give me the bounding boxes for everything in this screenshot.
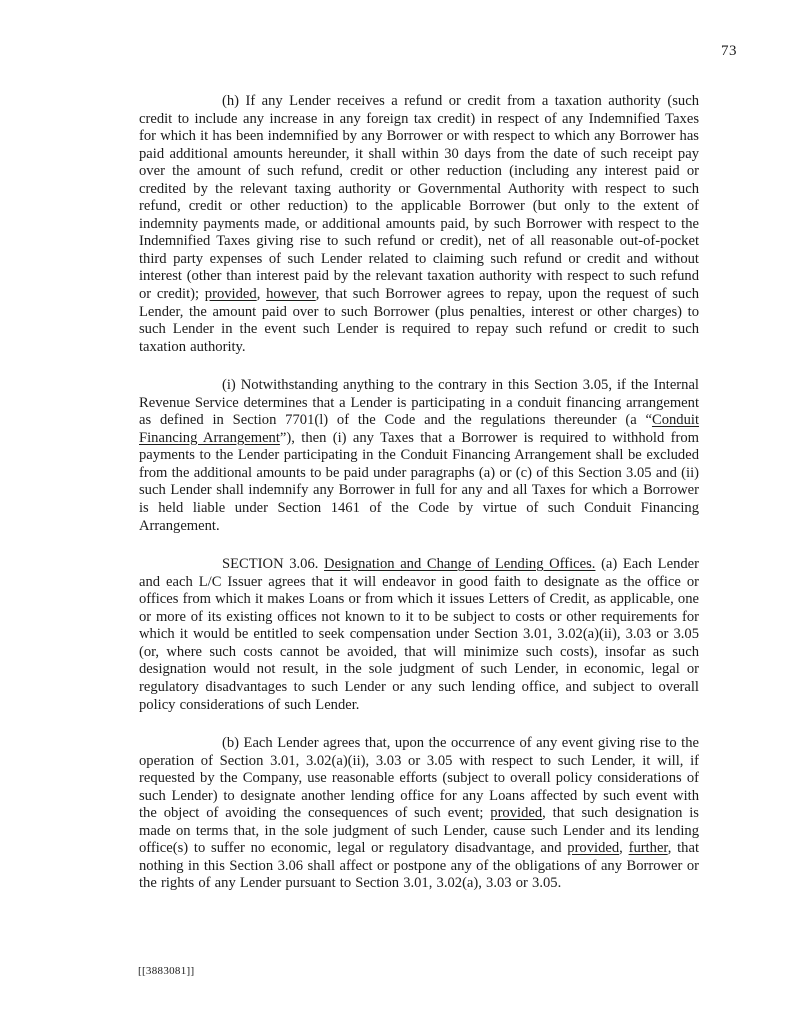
document-id-footer: [[3883081]] bbox=[138, 965, 195, 977]
text-run: , bbox=[619, 840, 629, 857]
text-run: (i) Notwithstanding anything to the contrary in this Section 3.05, if the Internal Revenue Service determines that a Lender is participating in a conduit financing arrangement as defined in Section 7701(l) of the Code and the regulations thereunder (a “ bbox=[139, 377, 699, 429]
text-run: (b) Each Lender agrees that, upon the occurrence of any event giving rise to the operation of Section 3.01, 3.02(a)(ii), 3.03 or 3.05 with respect to such Lender, it will, if requested by the Company, use reasonable efforts (subject to overall policy considerations of such Lender) to designate another lending office for any Loans affected by such event with the object of avoiding the consequences of such event; bbox=[139, 735, 699, 822]
text-run: , that such Borrower agrees to repay, upon the request of such Lender, the amount paid over to such Borrower (plus penalties, interest or other charges) to such Lender in the event such Lender is required to repay such refund or credit to such taxation authority. bbox=[139, 286, 700, 355]
paragraph-h bbox=[139, 93, 699, 356]
underlined-term: Conduit Financing Arrangement bbox=[139, 412, 699, 446]
page-number: 73 bbox=[721, 43, 737, 59]
paragraph-i bbox=[139, 377, 699, 535]
text-run: , that nothing in this Section 3.06 shall affect or postpone any of the obligations of any Borrower or the rights of any Lender pursuant to Section 3.01, 3.02(a), 3.03 or 3.05. bbox=[139, 840, 699, 892]
text-run: (a) Each Lender and each L/C Issuer agrees that it will endeavor in good faith to designate as the office or offices from which it makes Loans or from which it issues Letters of Credit, as applicable, one or more of its existing offices not known to it to be subject to costs or other requirements for which it would be entitled to seek compensation under Section 3.01, 3.02(a)(ii), 3.03 or 3.05 (or, where such costs cannot be avoided, that will minimize such costs), insofar as such designation would not result, in the sole judgment of such Lender, in economic, legal or regulatory disadvantages to such Lender or any such lending office, and subject to overall policy considerations of such Lender. bbox=[139, 556, 699, 713]
paragraph-b bbox=[139, 735, 699, 893]
text-run: (h) If any Lender receives a refund or credit from a taxation authority (such credit to include any increase in any foreign tax credit) in respect of any Indemnified Taxes for which it has been indemnified by any Borrower or with respect to which any Borrower has paid additional amounts hereunder, it shall within 30 days from the date of such receipt pay over the amount of such refund, credit or other reduction (including any interest paid or credited by the relevant taxing authority or Governmental Authority with respect to such refund, credit or other reduction) to the applicable Borrower (but only to the extent of indemnity payments made, or additional amounts paid, by such Borrower with respect to the Indemnified Taxes giving rise to such refund or credit), net of all reasonable out-of-pocket third party expenses of such Lender related to claiming such refund or credit and without interest (other than interest paid by the relevant taxation authority with respect to such refund or credit); bbox=[139, 93, 699, 303]
text-run: , bbox=[256, 286, 267, 303]
underlined-term: further bbox=[628, 840, 668, 857]
document-body bbox=[139, 93, 699, 893]
text-run: ”), then (i) any Taxes that a Borrower is required to withhold from payments to the Lender participating in the Conduit Financing Arrangement shall be excluded from the additional amounts to be paid under paragraphs (a) or (c) of this Section 3.05 and (ii) such Lender shall indemnify any Borrower in full for any and all Taxes for which a Borrower is held liable under Section 1461 of the Code by virtue of such Conduit Financing Arrangement. bbox=[139, 429, 699, 534]
paragraph-section-3-06-a bbox=[139, 556, 699, 714]
underlined-term: however bbox=[266, 286, 316, 303]
text-run: , that such designation is made on terms that, in the sole judgment of such Lender, cause such Lender and its lending office(s) to suffer no economic, legal or regulatory disadvantage, and bbox=[139, 805, 699, 857]
underlined-term: provided bbox=[490, 805, 543, 822]
underlined-term: provided bbox=[567, 840, 620, 857]
underlined-term: Designation and Change of Lending Offices. bbox=[324, 556, 596, 573]
text-run: SECTION 3.06. bbox=[222, 556, 325, 573]
underlined-term: provided bbox=[204, 286, 257, 303]
